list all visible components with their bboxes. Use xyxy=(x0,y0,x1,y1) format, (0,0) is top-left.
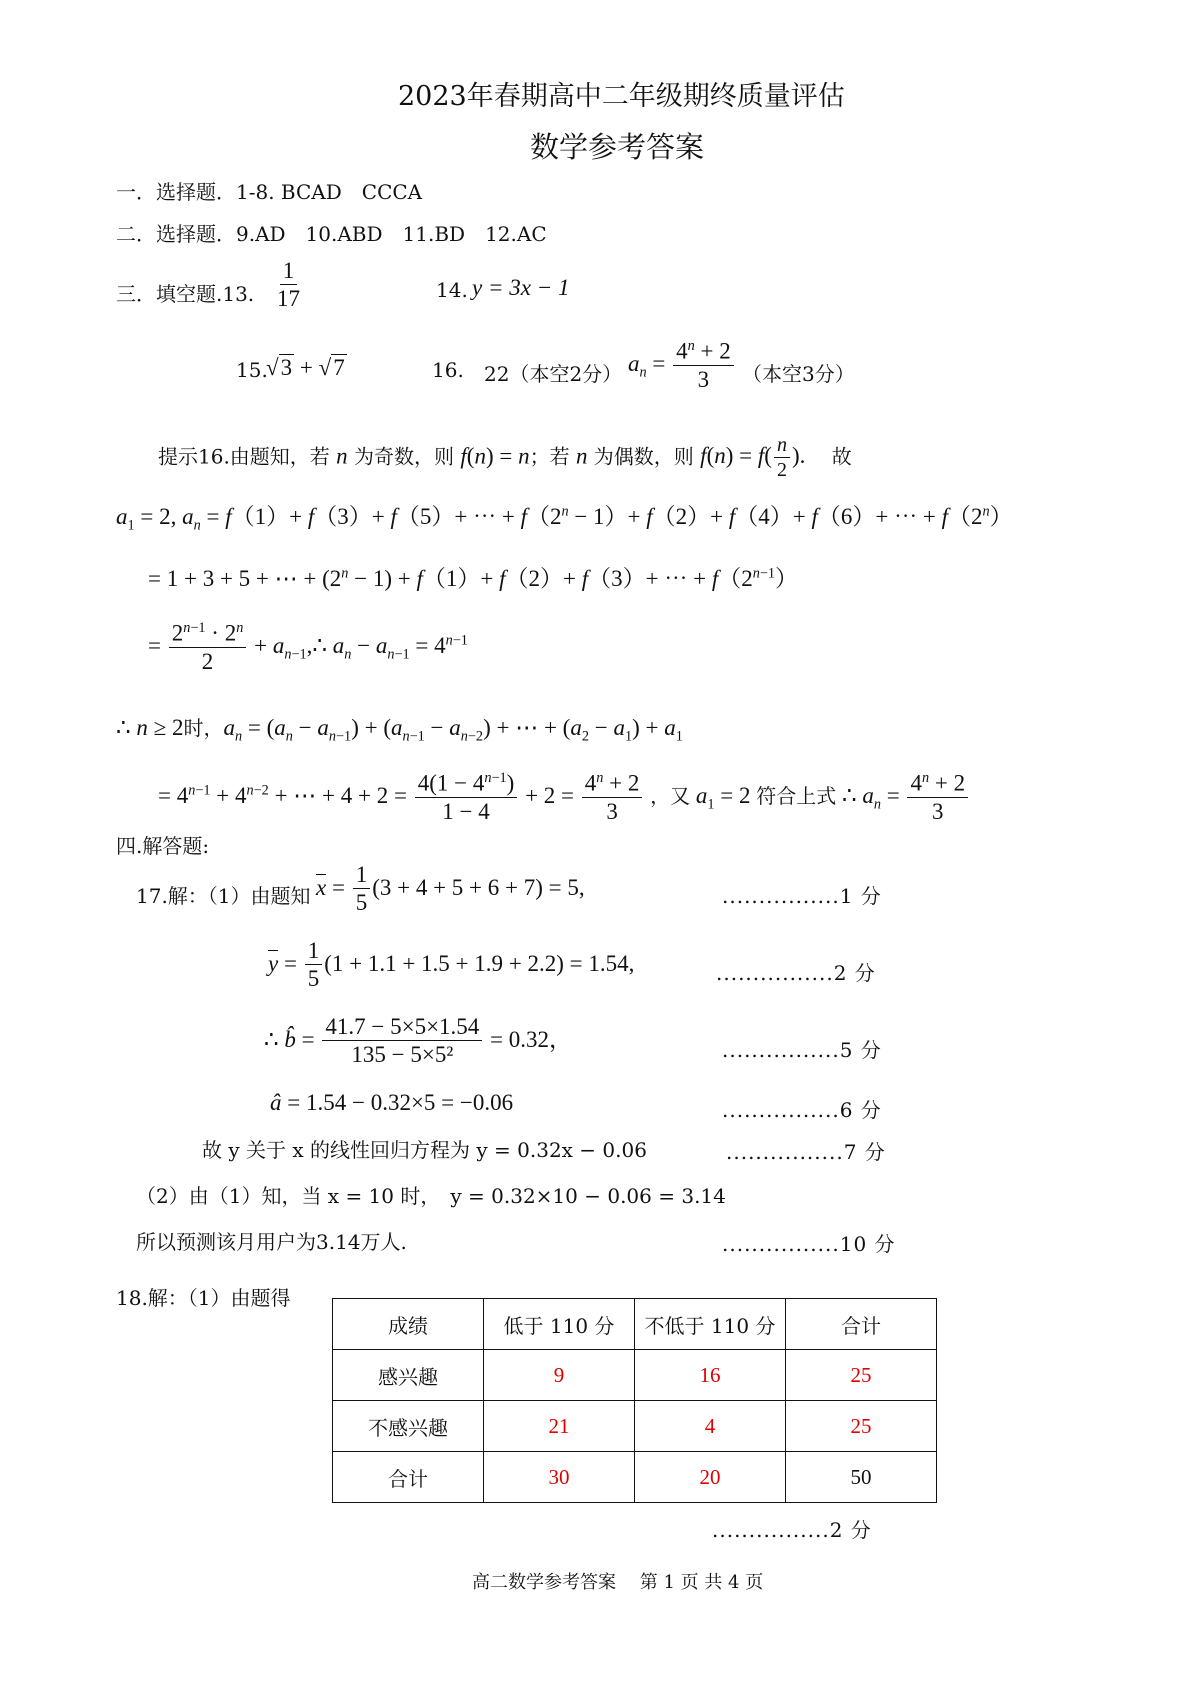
section-fill-label xyxy=(116,278,254,307)
table-row-label: 感兴趣 xyxy=(333,1350,484,1401)
section-solve-label: 四.解答题: xyxy=(116,834,210,858)
page-subtitle: 数学参考答案 xyxy=(530,130,705,164)
q17-part2: （2）由（1）知，当 x = 10 时， y = 0.32×10 − 0.06 = 3.14 xyxy=(136,1184,726,1208)
table-cell: 20 xyxy=(635,1452,786,1503)
q17-intro: 17.解：（1）由题知 xyxy=(136,884,311,908)
q17-b-hat: ∴ b̂ = $\frac{41.7 - 5\times 5\times 1.54}{\text{135 − 5×5²}}$ = 0.32， xyxy=(264,1014,573,1068)
table-cell: 50 xyxy=(786,1452,937,1503)
table-row xyxy=(333,1452,937,1503)
table-cell: 16 xyxy=(635,1350,786,1401)
q17-b-numerator: 41.7 − 5×5×1.54 xyxy=(322,1014,482,1041)
q16-number: 16. xyxy=(432,358,464,382)
table-row xyxy=(333,1401,937,1452)
table-cell: 25 xyxy=(786,1350,937,1401)
q14-answer: y = 3x − 1 xyxy=(472,275,570,300)
q17-ybar: y = $\frac{1}{5}$ (1 + 1.1 + 1.5 + 1.9 + 2.2) = 1.54, xyxy=(268,938,635,992)
fill-label-text: 三．填空题. xyxy=(116,282,223,306)
q17-conclusion: 故 y 关于 x 的线性回归方程为 y = 0.32x − 0.06 xyxy=(202,1138,647,1162)
page-title: 2023年春期高中二年级期终质量评估 xyxy=(398,81,845,112)
q13-numerator: 1 xyxy=(280,258,298,285)
q17-score-7: ................7 分 xyxy=(726,1140,886,1164)
q16-second-answer: $a_n$ = $\frac{4^n + 2}{3}$ xyxy=(628,338,736,394)
q17-score-6: ................6 分 xyxy=(722,1098,882,1122)
hint-line-2: $a_1 = 2$, $a_n = f(1)+ f(3)+ f(5)+$ ⋯ + $f(2^n - 1)+ f(2)+ f(4)+ f(6)+$ ⋯ + $f(2^n)$ xyxy=(116,503,1013,534)
q17-xbar: x = $\frac{1}{5}$ (3 + 4 + 5 + 6 + 7) = 5, xyxy=(316,862,585,916)
table-cell: 4 xyxy=(635,1401,786,1452)
q17-score-10: ................10 分 xyxy=(722,1232,896,1256)
table-cell: 9 xyxy=(484,1350,635,1401)
table-row xyxy=(333,1350,937,1401)
table-row-label: 合计 xyxy=(333,1452,484,1503)
hint-condition: 符合上式 xyxy=(756,786,837,809)
q16-first-answer: 22（本空2分） xyxy=(484,362,623,386)
section-choice-1: 一．选择题．1-8. BCAD CCCA xyxy=(116,180,423,204)
q17-b-denominator: 135 − 5×5² xyxy=(351,1042,454,1068)
hint-line-5: ∴ n ≥ 2时，$a_n = (a_n - a_{n-1}) + (a_{n-1} - a_{n-2})$ + ⋯ + $(a_2 - a_1) + a_1$ xyxy=(116,715,683,745)
q17-a-hat: â = 1.54 − 0.32×5 = −0.06 xyxy=(270,1090,514,1115)
table-header-cell: 成绩 xyxy=(333,1299,484,1350)
table-row-label: 不感兴趣 xyxy=(333,1401,484,1452)
q17-score-5: ................5 分 xyxy=(722,1038,882,1062)
hint-line-6: = $4^{n-1} + 4^{n-2}$ + ⋯ + 4 + 2 = $\frac{4(1 - 4^{n-1})}{1 - 4}$ + 2 = $\frac{4^n + 2}{3}$ ，又 $a_1 = 2$ 符合上式 ∴ $a_n$ = $\frac{4^n + 2}{3}$ xyxy=(158,770,970,826)
q13-denominator: 17 xyxy=(277,286,300,312)
q15-number: 15. xyxy=(236,358,268,382)
q18-intro: 18.解：（1）由题得 xyxy=(116,1286,291,1310)
q17-score-1: ................1 分 xyxy=(722,884,882,908)
table-header-cell: 低于 110 分 xyxy=(484,1299,635,1350)
table-cell: 25 xyxy=(786,1401,937,1452)
q17-forecast: 所以预测该月用户为3.14万人. xyxy=(136,1230,407,1254)
q13-number: 13. xyxy=(222,282,255,306)
table-header-cell: 不低于 110 分 xyxy=(635,1299,786,1350)
q17-a-value: = 1.54 − 0.32×5 = −0.06 xyxy=(287,1090,514,1115)
table-header-row xyxy=(333,1299,937,1350)
table-header-cell: 合计 xyxy=(786,1299,937,1350)
q18-contingency-table xyxy=(332,1298,937,1503)
q17-b-value: = 0.32， xyxy=(490,1026,573,1052)
q15-answer: √3 + √7 xyxy=(266,355,345,380)
q17-xbar-sum: (3 + 4 + 5 + 6 + 7) = 5, xyxy=(372,874,585,900)
table-cell: 30 xyxy=(484,1452,635,1503)
table-cell: 21 xyxy=(484,1401,635,1452)
q13-answer xyxy=(272,258,305,313)
q16-second-note: （本空3分） xyxy=(742,362,855,386)
q18-score-2: ................2 分 xyxy=(712,1518,872,1542)
hint-line-1: 提示16.由题知，若 n 为奇数，则 f(n) = n；若 n 为偶数，则 f(n) = f( $\frac{n}{2}$ ). 故 xyxy=(158,434,852,481)
hint-line-4: = $\frac{2^{n-1} \cdot 2^n}{2}$ + $a_{n-1},\therefore$ $a_n - a_{n-1} = 4^{n-1}$ xyxy=(148,620,468,675)
page-footer: 高二数学参考答案 第 1 页 共 4 页 xyxy=(472,1572,764,1593)
hint-line-3: = 1 + 3 + 5 + ⋯ + $(2^n - 1) + f(1)+ f(2)+ f(3)+$ ⋯ + $f(2^{n-1})$ xyxy=(148,565,799,591)
q17-ybar-sum: (1 + 1.1 + 1.5 + 1.9 + 2.2) = 1.54, xyxy=(324,950,635,976)
q17-score-2: ................2 分 xyxy=(716,961,876,985)
q14-number: 14. xyxy=(436,278,468,302)
section-choice-2: 二．选择题．9.AD 10.ABD 11.BD 12.AC xyxy=(116,222,547,246)
